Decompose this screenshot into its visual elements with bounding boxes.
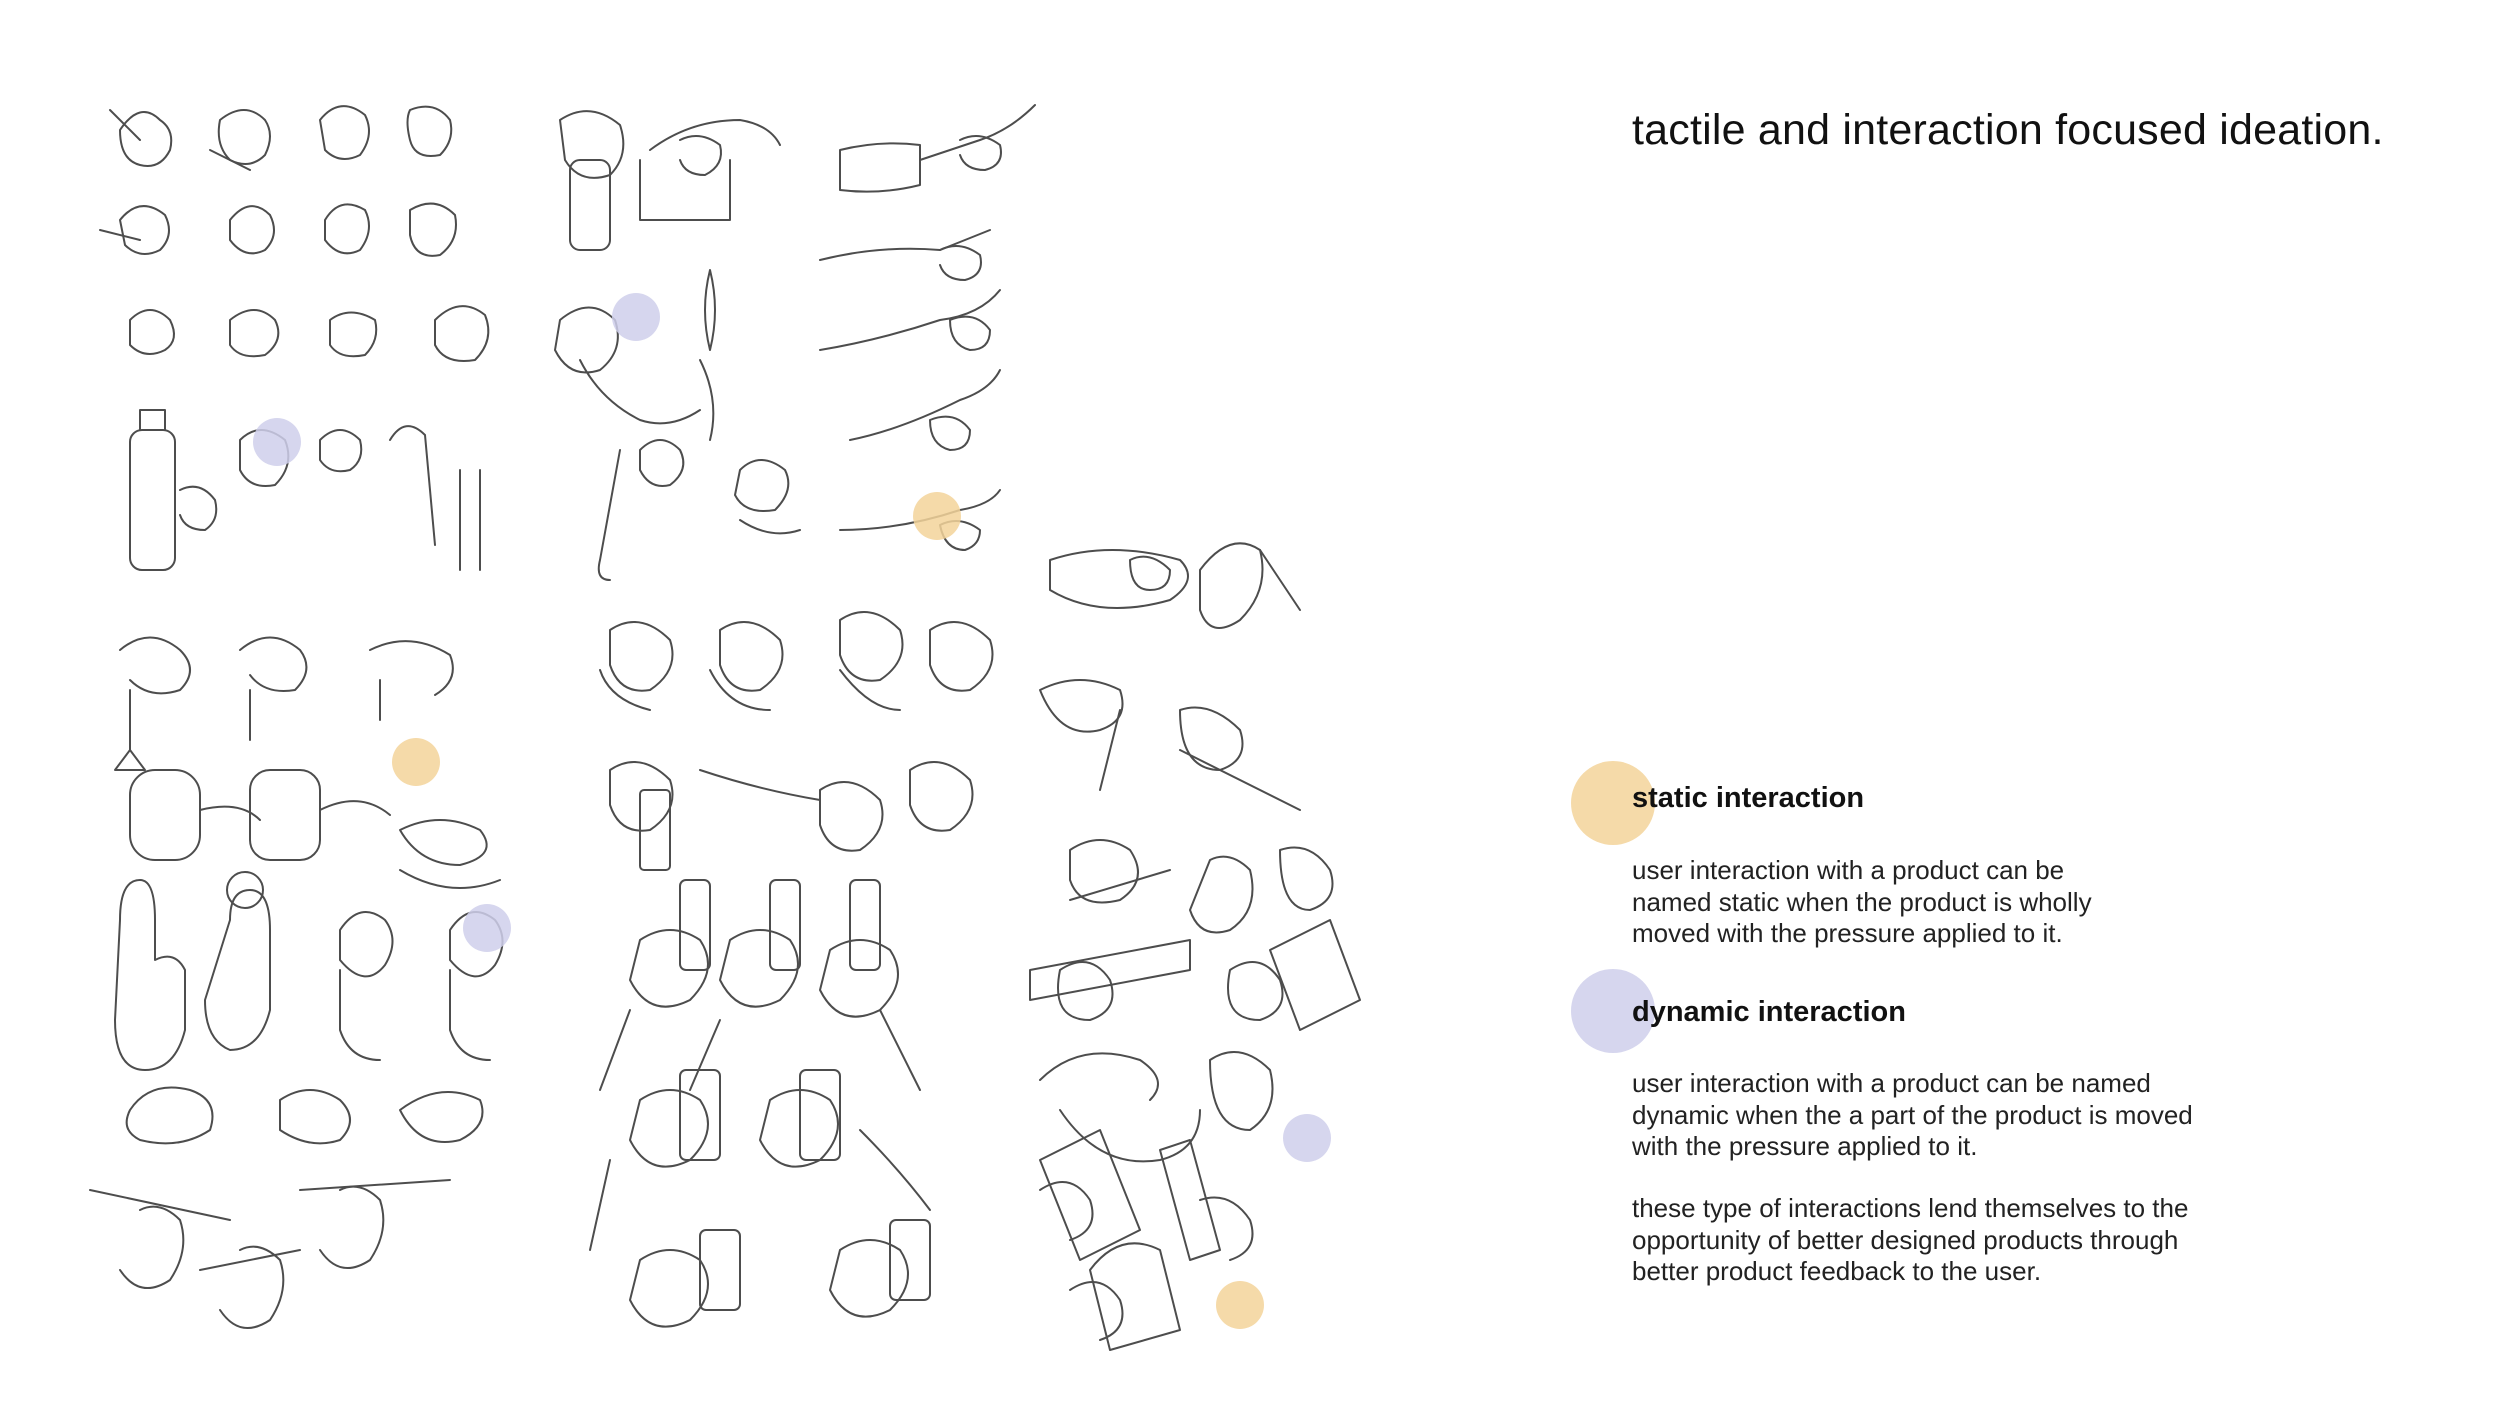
page-title: tactile and interaction focused ideation.: [1632, 106, 2384, 154]
static-interaction-description: [1632, 855, 2092, 950]
interaction-markers: [253, 293, 1331, 1329]
closing-paragraph: [1632, 1193, 2188, 1288]
static-description-line: moved with the pressure applied to it.: [1632, 918, 2063, 948]
dynamic-description-line: user interaction with a product can be named: [1632, 1068, 2151, 1098]
sketch-group-middle-left: [90, 638, 503, 1329]
dynamic-interaction-description: [1632, 1068, 2193, 1163]
static-description-line: named static when the product is wholly: [1632, 886, 2092, 917]
hand-sketches-illustration: [80, 70, 1420, 1390]
closing-line: these type of interactions lend themselves to the: [1632, 1193, 2189, 1223]
static-interaction-heading: static interaction: [1632, 782, 1865, 814]
dynamic-description-line: with the pressure applied to it.: [1632, 1131, 1978, 1161]
static-description-line: user interaction with a product can be: [1632, 855, 2065, 885]
dynamic-interaction-heading: dynamic interaction: [1632, 996, 1906, 1028]
dynamic-description-line: dynamic when the a part of the product is moved: [1632, 1099, 2193, 1130]
sketch-group-middle-center: [590, 612, 993, 1327]
sketch-group-right: [1030, 543, 1360, 1350]
sketch-group-top-middle: [555, 111, 800, 580]
closing-line: opportunity of better designed products through: [1632, 1224, 2179, 1255]
closing-line: better product feedback to the user.: [1632, 1256, 2042, 1286]
sketch-group-top-right: [820, 105, 1035, 550]
sketch-group-top-left: [100, 106, 488, 570]
